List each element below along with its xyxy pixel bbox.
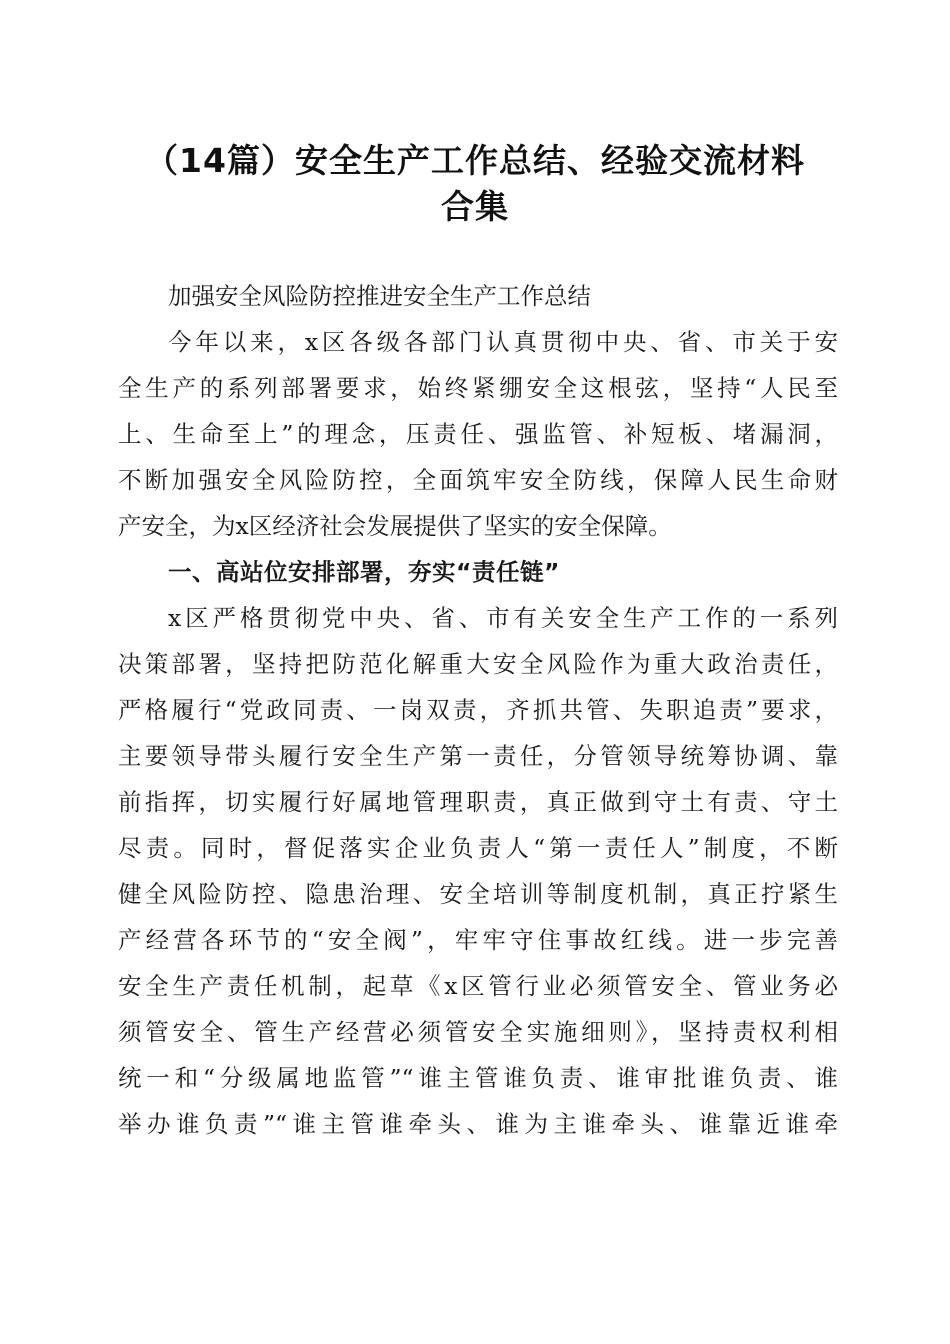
paragraph-line: 举办谁负责”“谁主管谁牵头、谁为主谁牵头、谁靠近谁牵 (118, 1110, 838, 1138)
paragraph-line: 尽责。同时，督促落实企业负责人“第一责任人”制度，不断 (118, 834, 838, 862)
section-subtitle: 加强安全风险防控推进安全生产工作总结 (168, 282, 591, 310)
paragraph-line: 上、生命至上”的理念，压责任、强监管、补短板、堵漏洞， (118, 420, 838, 448)
paragraph-line: 决策部署，坚持把防范化解重大安全风险作为重大政治责任， (118, 650, 838, 678)
paragraph-line: 须管安全、管生产经营必须管安全实施细则》，坚持责权利相 (118, 1018, 838, 1046)
paragraph-line: x区严格贯彻党中央、省、市有关安全生产工作的一系列 (168, 604, 838, 632)
paragraph-line: 不断加强安全风险防控，全面筑牢安全防线，保障人民生命财 (118, 466, 838, 494)
document-title-line-1: （14篇）安全生产工作总结、经验交流材料 (145, 141, 805, 180)
paragraph-line: 产安全，为x区经济社会发展提供了坚实的安全保障。 (118, 512, 672, 540)
section-heading-1: 一、高站位安排部署，夯实“责任链” (168, 558, 560, 586)
paragraph-line: 严格履行“党政同责、一岗双责，齐抓共管、失职追责”要求， (118, 696, 838, 724)
paragraph-line: 今年以来，x区各级各部门认真贯彻中央、省、市关于安 (168, 328, 838, 356)
paragraph-line: 主要领导带头履行安全生产第一责任，分管领导统筹协调、靠 (118, 742, 838, 770)
paragraph-line: 安全生产责任机制，起草《x区管行业必须管安全、管业务必 (118, 972, 838, 1000)
document-title-line-2: 合集 (441, 187, 509, 226)
paragraph-line: 健全风险防控、隐患治理、安全培训等制度机制，真正拧紧生 (118, 880, 838, 908)
paragraph-line: 前指挥，切实履行好属地管理职责，真正做到守土有责、守土 (118, 788, 838, 816)
paragraph-line: 全生产的系列部署要求，始终紧绷安全这根弦，坚持“人民至 (118, 374, 838, 402)
paragraph-line: 统一和“分级属地监管”“谁主管谁负责、谁审批谁负责、谁 (118, 1064, 838, 1092)
paragraph-line: 产经营各环节的“安全阀”，牢牢守住事故红线。进一步完善 (118, 926, 838, 954)
